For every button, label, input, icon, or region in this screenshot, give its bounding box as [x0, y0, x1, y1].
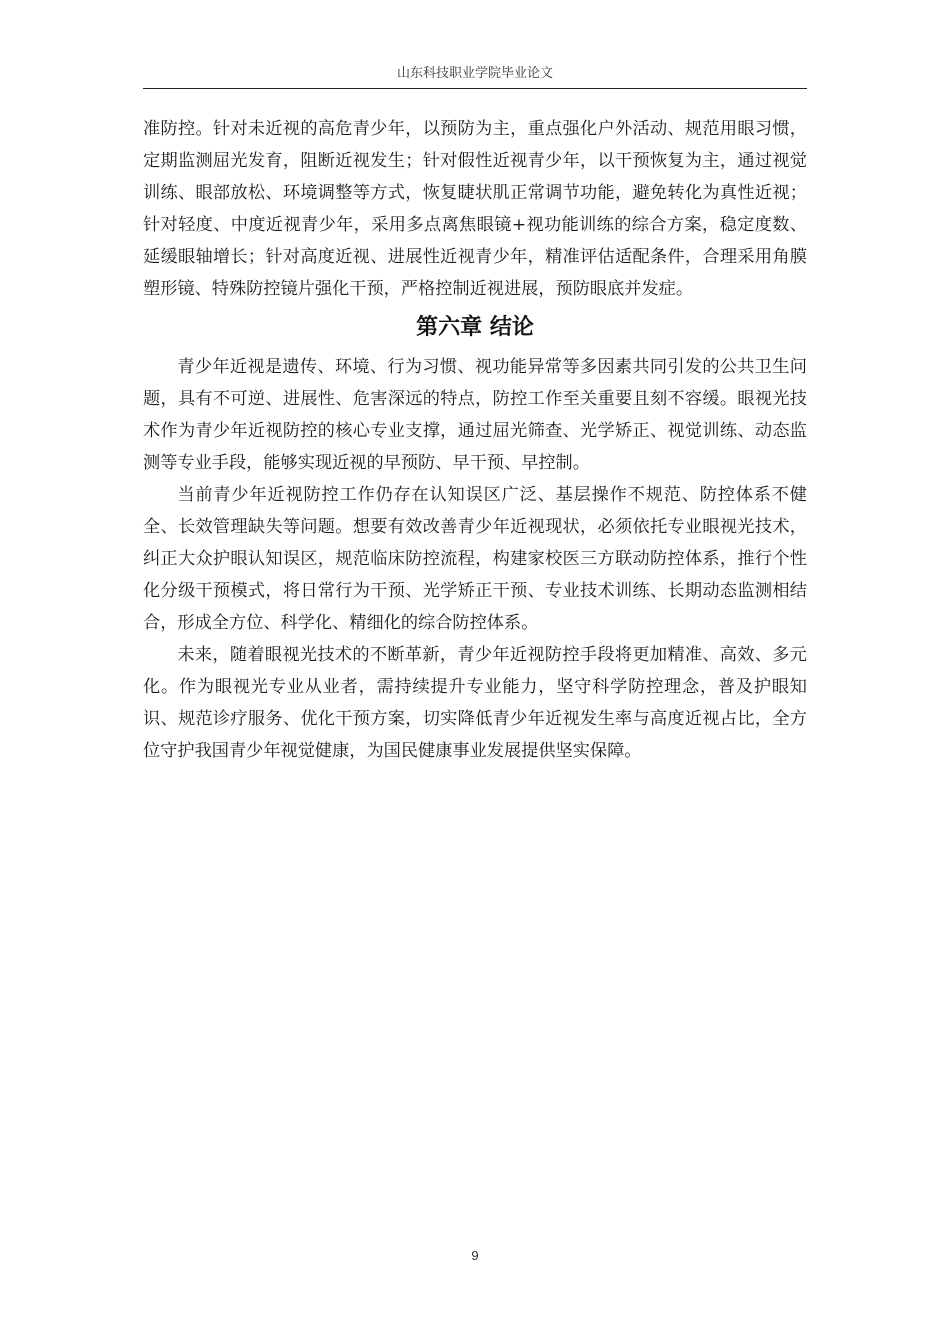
conclusion-paragraph-2: 当前青少年近视防控工作仍存在认知误区广泛、基层操作不规范、防控体系不健全、长效管理缺失等问题。想要有效改善青少年近视现状，必须依托专业眼视光技术，纠正大众护眼认知误区，规范临床防控流程，构建家校医三方联动防控体系，推行个性化分级干预模式，将日常行为干预、光学矫正干预、专业技术训练、长期动态监测相结合，形成全方位、科学化、精细化的综合防控体系。 — [143, 485, 807, 633]
conclusion-paragraph-3: 未来，随着眼视光技术的不断革新，青少年近视防控手段将更加精准、高效、多元化。作为眼视光专业从业者，需持续提升专业能力，坚守科学防控理念，普及护眼知识、规范诊疗服务、优化干预方案，切实降低青少年近视发生率与高度近视占比，全方位守护我国青少年视觉健康，为国民健康事业发展提供坚实保障。 — [143, 645, 807, 761]
header-divider — [143, 88, 807, 89]
page-header-title: 山东科技职业学院毕业论文 — [396, 66, 553, 81]
page-number: 9 — [471, 1248, 479, 1263]
document-body — [143, 113, 807, 767]
conclusion-paragraph-1: 青少年近视是遗传、环境、行为习惯、视功能异常等多因素共同引发的公共卫生问题，具有不可逆、进展性、危害深远的特点，防控工作至关重要且刻不容缓。眼视光技术作为青少年近视防控的核心专业支撑，通过屈光筛查、光学矫正、视觉训练、动态监测等专业手段，能够实现近视的早预防、早干预、早控制。 — [143, 357, 807, 473]
chapter-title: 第六章 结论 — [416, 315, 534, 340]
continuation-paragraph: 准防控。针对未近视的高危青少年，以预防为主，重点强化户外活动、规范用眼习惯，定期监测屈光发育，阻断近视发生；针对假性近视青少年，以干预恢复为主，通过视觉训练、眼部放松、环境调整等方式，恢复睫状肌正常调节功能，避免转化为真性近视；针对轻度、中度近视青少年，采用多点离焦眼镜+视功能训练的综合方案，稳定度数、延缓眼轴增长；针对高度近视、进展性近视青少年，精准评估适配条件，合理采用角膜塑形镜、特殊防控镜片强化干预，严格控制近视进展，预防眼底并发症。 — [143, 119, 807, 299]
